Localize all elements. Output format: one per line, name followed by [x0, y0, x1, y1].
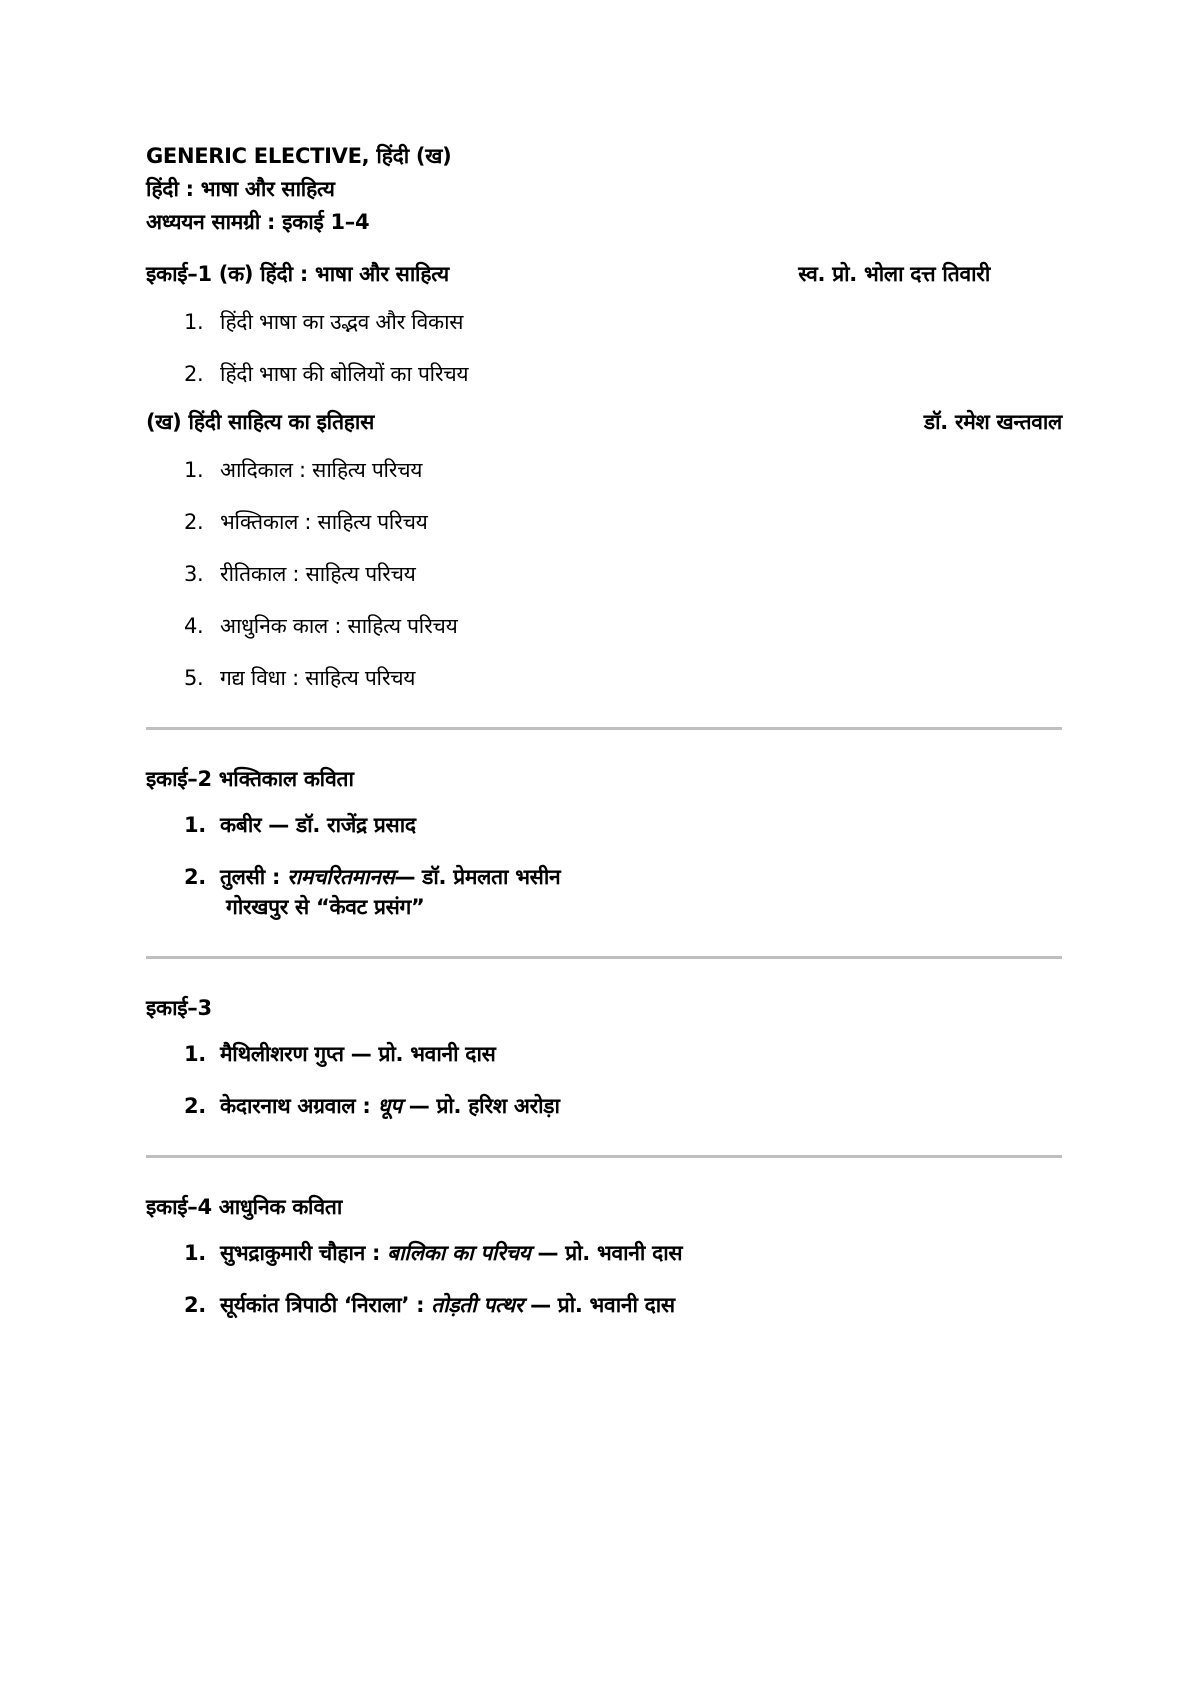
list-item-number: 2.: [184, 1293, 206, 1317]
unit-4-section: [146, 1192, 1062, 1320]
unit-1b-title: (ख) हिंदी साहित्य का इतिहास: [146, 410, 374, 434]
list-item-text: गद्य विधा : साहित्य परिचय: [220, 666, 416, 690]
list-item: [146, 611, 1062, 641]
list-item: [146, 862, 1062, 922]
list-item: [146, 307, 1062, 337]
section-divider: [146, 1155, 1062, 1158]
work-title: रामचरितमानस: [287, 865, 395, 889]
list-item-number: 1.: [184, 813, 206, 837]
list-item-number: 1.: [184, 1042, 206, 1066]
unit-1-author: स्व. प्रो. भोला दत्त तिवारी: [798, 262, 990, 286]
unit-2-title: इकाई–2 भक्तिकाल कविता: [146, 767, 354, 791]
paper-title: हिंदी : भाषा और साहित्य: [146, 177, 335, 201]
study-material-title: अध्ययन सामग्री : इकाई 1–4: [146, 210, 370, 234]
list-item-prefix: केदारनाथ अग्रवाल :: [220, 1094, 378, 1118]
list-item: [146, 663, 1062, 693]
unit-4-list: [146, 1238, 1062, 1320]
section-divider: [146, 956, 1062, 959]
list-item-suffix: — प्रो. भवानी दास: [530, 1241, 683, 1265]
list-item-number: 2.: [184, 510, 204, 534]
unit-2-list: [146, 810, 1062, 922]
unit-1-section: [146, 259, 1062, 693]
list-item-text: [220, 1091, 560, 1121]
list-item-text: हिंदी भाषा का उद्भव और विकास: [220, 310, 464, 334]
unit-2-heading: [146, 764, 1062, 794]
list-item-number: 2.: [184, 865, 206, 889]
list-item-number: 5.: [184, 666, 204, 690]
list-item-text: [220, 1290, 675, 1320]
list-item-number: 1.: [184, 1241, 206, 1265]
list-item-suffix: — प्रो. भवानी दास: [523, 1293, 675, 1317]
list-item: [146, 810, 1062, 840]
list-item: [146, 1290, 1062, 1320]
list-item-text: भक्तिकाल : साहित्य परिचय: [220, 510, 428, 534]
list-item: [146, 455, 1062, 485]
list-item-text: रीतिकाल : साहित्य परिचय: [220, 562, 416, 586]
list-item: [146, 359, 1062, 389]
list-item-number: 2.: [184, 1094, 206, 1118]
list-item-text: हिंदी भाषा की बोलियों का परिचय: [220, 362, 469, 386]
list-item-text: मैथिलीशरण गुप्त — प्रो. भवानी दास: [220, 1042, 496, 1066]
list-item-text: कबीर — डॉ. राजेंद्र प्रसाद: [220, 813, 416, 837]
list-item-text: आदिकाल : साहित्य परिचय: [220, 458, 423, 482]
unit-4-title: इकाई–4 आधुनिक कविता: [146, 1195, 342, 1219]
list-item-prefix: तुलसी :: [220, 865, 288, 889]
unit-3-list: [146, 1039, 1062, 1121]
list-item: [146, 1091, 1062, 1121]
unit-1-title: इकाई–1 (क) हिंदी : भाषा और साहित्य: [146, 262, 449, 286]
list-item-prefix: सुभद्राकुमारी चौहान :: [220, 1241, 388, 1265]
unit-1b-list: [146, 455, 1062, 693]
unit-3-title: इकाई–3: [146, 996, 212, 1020]
list-item-suffix: — डॉ. प्रेमलता भसीन: [394, 865, 561, 889]
unit-1-heading: [146, 259, 1062, 289]
list-item-prefix: सूर्यकांत त्रिपाठी ‘निराला’ :: [220, 1293, 432, 1317]
document-page: [146, 140, 1062, 1320]
list-item: [146, 1238, 1062, 1268]
list-item-number: 4.: [184, 614, 204, 638]
list-item-text: [220, 862, 560, 922]
list-item: [146, 559, 1062, 589]
list-item-number: 1.: [184, 310, 204, 334]
list-item-suffix: — प्रो. हरिश अरोड़ा: [401, 1094, 560, 1118]
unit-3-section: [146, 993, 1062, 1121]
list-item-text: आधुनिक काल : साहित्य परिचय: [220, 614, 458, 638]
work-title: धूप: [377, 1094, 402, 1118]
work-title: तोड़ती पत्थर: [431, 1293, 524, 1317]
course-title: GENERIC ELECTIVE, हिंदी (ख): [146, 144, 452, 168]
unit-1b-author: डॉ. रमेश खन्तवाल: [923, 410, 1062, 434]
unit-1-list: [146, 307, 1062, 389]
list-item-text: [220, 1238, 682, 1268]
unit-3-heading: [146, 993, 1062, 1023]
list-item: [146, 1039, 1062, 1069]
unit-4-heading: [146, 1192, 1062, 1222]
section-divider: [146, 727, 1062, 730]
work-title: बालिका का परिचय: [387, 1241, 531, 1265]
list-item: [146, 507, 1062, 537]
document-header: [146, 140, 1062, 239]
list-item-subline: गोरखपुर से “केवट प्रसंग”: [226, 895, 425, 919]
unit-2-section: [146, 764, 1062, 922]
list-item-number: 1.: [184, 458, 204, 482]
list-item-number: 3.: [184, 562, 204, 586]
unit-1b-heading: [146, 407, 1062, 437]
list-item-number: 2.: [184, 362, 204, 386]
